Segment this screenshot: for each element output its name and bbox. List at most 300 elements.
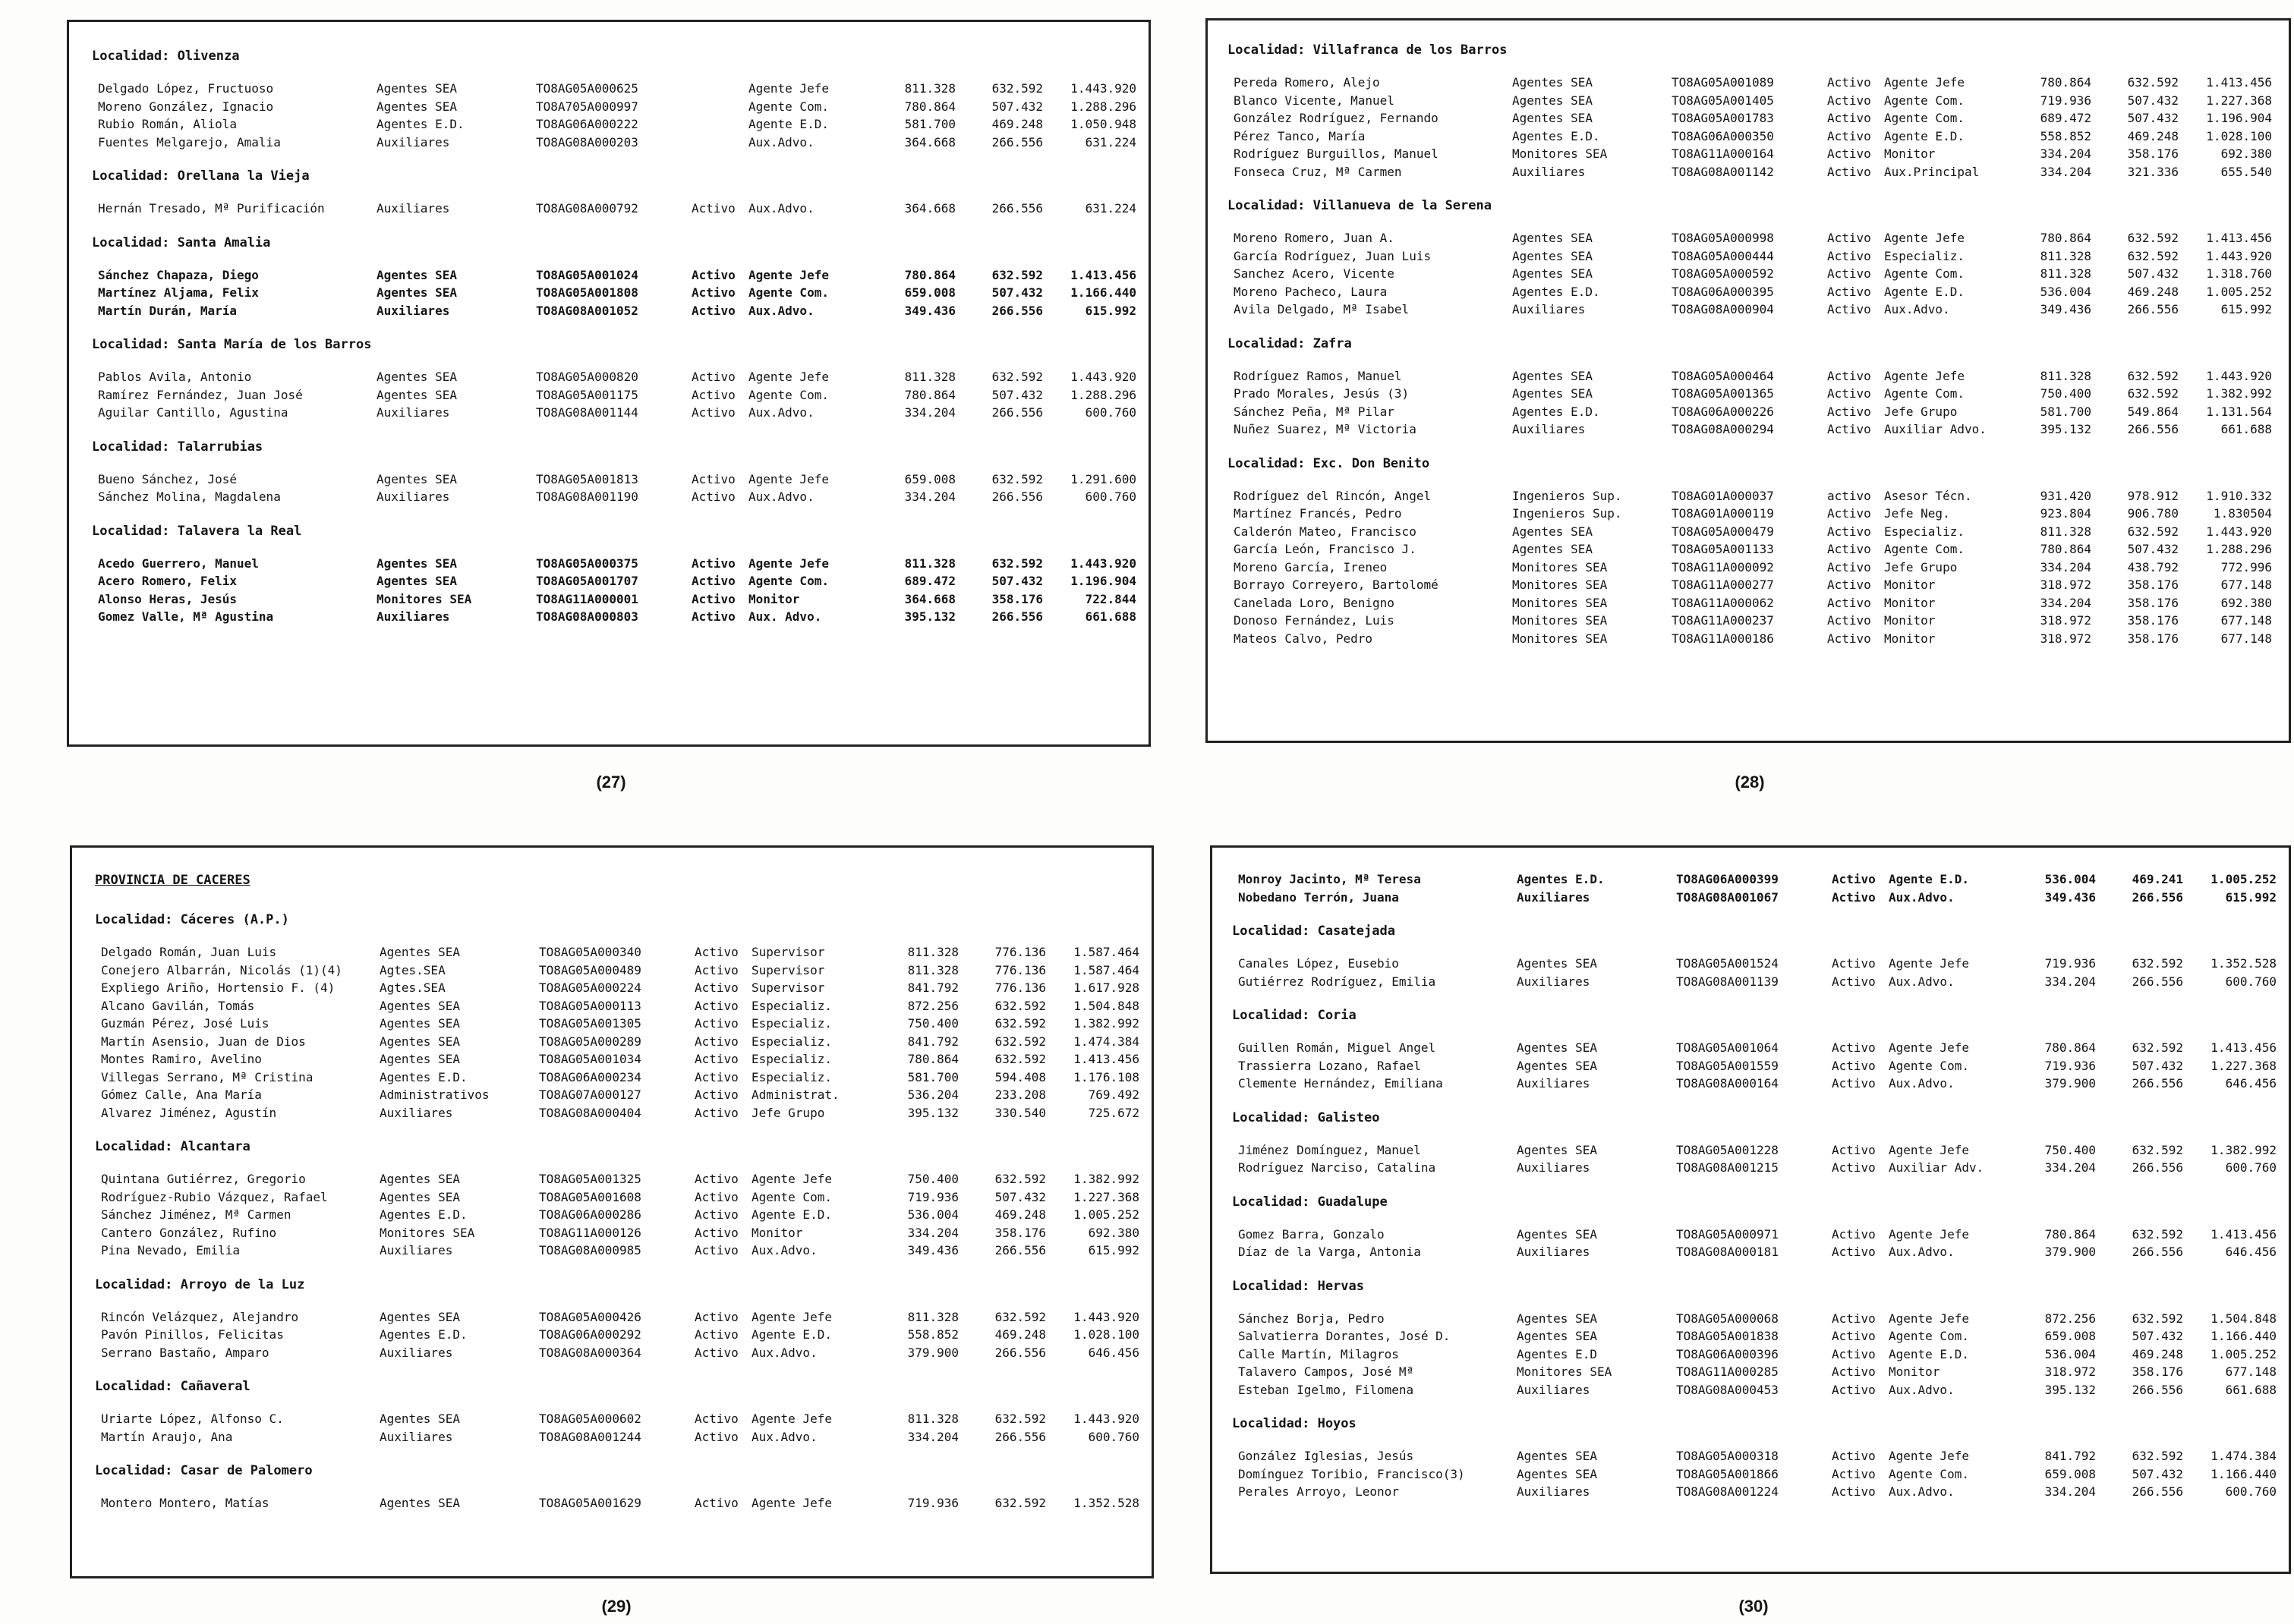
cell-total: 646.456: [1088, 1345, 1139, 1360]
cell-salary-a: 536.004: [2044, 872, 2096, 886]
cell-code: TO8AG05A000489: [539, 962, 641, 977]
cell-name: Ramírez Fernández, Juan José: [98, 387, 303, 402]
cell-post: Jefe Grupo: [1884, 404, 1958, 419]
cell-code: TO8AG05A000318: [1676, 1449, 1779, 1463]
cell-salary-a: 395.132: [2040, 422, 2091, 436]
cell-salary-a: 780.864: [2040, 231, 2091, 245]
locality-section: [1224, 1188, 2277, 1261]
cell-post: Aux.Advo.: [1889, 974, 1955, 989]
cell-status: Activo: [1832, 1329, 1876, 1343]
cell-salary-a: 334.204: [2044, 1160, 2096, 1175]
staff-row: [1220, 265, 2277, 283]
cell-code: TO8AG06A000234: [539, 1069, 641, 1084]
cell-status: Activo: [695, 1189, 739, 1204]
locality-heading: Localidad: Talavera la Real: [92, 523, 302, 539]
cell-status: Activo: [695, 1207, 739, 1222]
cell-salary-a: 334.204: [2044, 974, 2096, 989]
cell-salary-a: 780.864: [2044, 1226, 2096, 1242]
staff-row: [84, 471, 1136, 489]
staff-row: [1220, 594, 2277, 612]
cell-salary-a: 318.972: [2044, 1364, 2096, 1379]
cell-total: 692.380: [1088, 1225, 1139, 1240]
cell-salary-a: 719.936: [907, 1189, 959, 1204]
cell-salary-a: 395.132: [907, 1105, 959, 1120]
cell-status: Activo: [695, 1327, 739, 1342]
locality-heading: Localidad: Villanueva de la Serena: [1227, 198, 1492, 213]
cell-total: 1.176.108: [1073, 1069, 1139, 1084]
cell-body: Agentes SEA: [380, 1412, 460, 1426]
cell-status: Activo: [1827, 146, 1871, 161]
staff-row: [87, 1224, 1139, 1242]
cell-post: Especializ.: [752, 1069, 832, 1084]
cell-salary-a: 334.204: [2040, 595, 2091, 610]
cell-code: TO8AG05A000592: [1672, 266, 1774, 281]
staff-row: [1220, 630, 2277, 648]
cell-post: Agente Jefe: [1884, 368, 1965, 383]
cell-post: Agente Jefe: [748, 267, 829, 282]
locality-section: [84, 330, 1136, 422]
cell-name: Gomez Valle, Mª Agustina: [98, 609, 274, 624]
cell-body: Agentes SEA: [1517, 956, 1597, 971]
cell-total: 1.830504: [2213, 506, 2272, 521]
cell-salary-b: 358.176: [2127, 146, 2179, 161]
cell-status: Activo: [695, 998, 739, 1013]
cell-salary-a: 379.900: [2044, 1245, 2096, 1259]
cell-status: Activo: [1827, 506, 1871, 521]
cell-post: Agente Com.: [1889, 1466, 1969, 1481]
locality-section: [84, 517, 1136, 626]
cell-code: TO8AG11A000277: [1672, 578, 1774, 592]
staff-row: [87, 1069, 1139, 1087]
cell-body: Agentes SEA: [380, 1496, 460, 1510]
cell-salary-a: 536.004: [2040, 284, 2091, 299]
staff-row: [1224, 1075, 2277, 1093]
cell-code: TO8AG05A001305: [539, 1016, 641, 1031]
cell-body: Auxiliares: [1512, 302, 1586, 316]
cell-post: Supervisor: [752, 962, 825, 977]
cell-salary-a: 364.668: [904, 201, 956, 216]
staff-row: [1224, 1447, 2277, 1465]
staff-row: [1224, 1057, 2277, 1075]
staff-row: [1220, 505, 2277, 523]
cell-salary-a: 811.328: [907, 945, 959, 959]
staff-row: [87, 1206, 1139, 1224]
cell-salary-b: 632.592: [2127, 75, 2179, 90]
staff-list: [1220, 229, 2277, 319]
staff-row: [1220, 301, 2277, 319]
cell-name: Calderón Mateo, Francisco: [1234, 524, 1416, 539]
cell-post: Agente E.D.: [748, 117, 829, 131]
cell-status: Activo: [692, 471, 736, 486]
cell-status: Activo: [1827, 111, 1871, 125]
cell-name: Nobedano Terrón, Juana: [1238, 889, 1399, 905]
staff-row: [1220, 420, 2277, 439]
cell-name: Sánchez Molina, Magdalena: [98, 489, 281, 504]
cell-post: Agente Jefe: [752, 1496, 832, 1510]
cell-salary-b: 266.556: [994, 1243, 1046, 1257]
cell-name: Pérez Tanco, María: [1234, 128, 1366, 143]
cell-post: Agente Com.: [748, 285, 829, 300]
cell-code: TO8AG08A000294: [1672, 422, 1774, 436]
cell-name: Alonso Heras, Jesús: [98, 591, 238, 606]
cell-name: Sanchez Acero, Vicente: [1234, 266, 1394, 281]
cell-post: Agente E.D.: [1889, 1346, 1969, 1361]
cell-post: Agente Jefe: [1889, 956, 1969, 971]
cell-total: 1.227.368: [2206, 93, 2272, 108]
cell-body: Agentes SEA: [377, 555, 457, 571]
cell-total: 1.288.296: [1070, 387, 1136, 402]
cell-post: Agente Jefe: [748, 370, 829, 384]
staff-row: [84, 98, 1136, 116]
cell-post: Agente Jefe: [752, 1412, 832, 1426]
cell-code: TO8AG05A000444: [1672, 248, 1774, 263]
cell-salary-b: 507.432: [2132, 1058, 2183, 1073]
cell-salary-b: 266.556: [2127, 422, 2179, 436]
cell-name: Canales López, Eusebio: [1238, 956, 1399, 971]
cell-status: Activo: [695, 962, 739, 977]
cell-salary-a: 872.256: [907, 998, 959, 1013]
cell-name: Guzmán Pérez, José Luis: [101, 1016, 269, 1031]
cell-salary-b: 632.592: [2132, 1040, 2183, 1055]
cell-total: 1.910.332: [2206, 488, 2272, 503]
cell-status: Activo: [695, 1243, 739, 1257]
locality-heading: Localidad: Casar de Palomero: [95, 1463, 313, 1478]
cell-salary-b: 632.592: [2132, 956, 2183, 971]
cell-salary-b: 978.912: [2127, 488, 2179, 503]
cell-code: TO8AG05A000113: [539, 998, 641, 1013]
cell-status: Activo: [1827, 93, 1871, 108]
cell-salary-b: 469.248: [2132, 1346, 2183, 1361]
cell-code: TO8AG11A000285: [1676, 1364, 1779, 1379]
cell-salary-b: 632.592: [2132, 1449, 2183, 1463]
cell-salary-a: 872.256: [2044, 1311, 2096, 1326]
cell-post: Aux.Advo.: [748, 201, 815, 216]
locality-section: [1224, 1272, 2277, 1399]
cell-body: Monitores SEA: [380, 1225, 475, 1240]
cell-body: Agentes SEA: [1517, 1311, 1597, 1326]
locality-section: [87, 1132, 1139, 1260]
cell-name: Pavón Pinillos, Felicitas: [101, 1327, 284, 1342]
locality-heading: Localidad: Olivenza: [92, 49, 240, 64]
cell-code: TO8AG05A000224: [539, 980, 641, 995]
cell-name: Rincón Velázquez, Alejandro: [101, 1309, 299, 1324]
staff-row: [84, 386, 1136, 404]
cell-post: Especializ.: [1884, 248, 1965, 263]
cell-salary-a: 581.700: [2040, 404, 2091, 419]
cell-post: Agente E.D.: [1889, 872, 1969, 886]
cell-post: Administrat.: [752, 1087, 840, 1102]
cell-name: Gómez Calle, Ana María: [101, 1087, 262, 1102]
cell-total: 1.413.456: [2210, 1040, 2277, 1055]
cell-post: Agente Com.: [1884, 93, 1965, 108]
cell-name: Martín Asensio, Juan de Dios: [101, 1034, 306, 1049]
cell-salary-a: 811.328: [2040, 248, 2091, 263]
cell-salary-b: 438.792: [2127, 559, 2179, 574]
cell-salary-a: 395.132: [904, 609, 956, 624]
page-number-27: (27): [596, 773, 626, 792]
staff-row: [84, 115, 1136, 134]
cell-post: Monitor: [1884, 146, 1936, 161]
cell-body: Agentes SEA: [1517, 1058, 1597, 1073]
cell-body: Monitores SEA: [1512, 613, 1608, 628]
cell-total: 600.760: [1085, 489, 1136, 504]
cell-status: Activo: [1827, 128, 1871, 143]
cell-post: Monitor: [1884, 578, 1936, 592]
cell-code: TO8AG05A001707: [536, 574, 638, 588]
cell-code: TO8AG08A000803: [536, 609, 638, 624]
cell-code: TO8AG05A001838: [1676, 1329, 1779, 1343]
cell-post: Especializ.: [752, 998, 832, 1013]
cell-status: Activo: [1827, 631, 1871, 646]
staff-row: [1224, 1141, 2277, 1160]
cell-status: Activo: [692, 303, 736, 318]
cell-salary-a: 780.864: [904, 387, 956, 402]
cell-body: Agentes SEA: [377, 370, 457, 384]
cell-code: TO8AG05A001325: [539, 1172, 641, 1186]
cell-status: Activo: [1832, 1058, 1876, 1073]
staff-list: [1224, 1039, 2277, 1093]
cell-salary-a: 841.792: [907, 980, 959, 995]
cell-code: TO8AG06A000395: [1672, 284, 1774, 299]
cell-salary-b: 330.540: [994, 1105, 1046, 1120]
cell-name: Martín Durán, María: [98, 303, 238, 318]
cell-code: TO8AG08A001215: [1676, 1160, 1779, 1175]
cell-name: Serrano Bastaño, Amparo: [101, 1345, 269, 1360]
cell-name: Martínez Francés, Pedro: [1234, 506, 1402, 521]
staff-list: [1220, 74, 2277, 181]
cell-code: TO8AG05A001034: [539, 1052, 641, 1066]
locality-heading: Localidad: Santa María de los Barros: [92, 337, 372, 352]
cell-salary-b: 266.556: [2132, 1382, 2183, 1397]
cell-salary-b: 266.556: [991, 201, 1043, 216]
cell-total: 600.760: [2225, 1160, 2277, 1175]
cell-total: 1.504.848: [1073, 998, 1139, 1013]
cell-code: TO8AG05A000375: [536, 555, 638, 571]
cell-salary-b: 358.176: [2132, 1364, 2183, 1379]
cell-status: Activo: [1832, 1382, 1876, 1397]
cell-body: Monitores SEA: [1512, 578, 1608, 592]
cell-post: Aux.Advo.: [748, 303, 815, 318]
cell-body: Auxiliares: [380, 1429, 453, 1444]
staff-row: [84, 80, 1136, 98]
cell-post: Agente Com.: [748, 574, 829, 588]
cell-total: 677.148: [2220, 613, 2272, 628]
cell-body: Agentes SEA: [377, 387, 457, 402]
staff-row: [1220, 247, 2277, 266]
cell-code: TO8AG05A000289: [539, 1034, 641, 1049]
cell-salary-b: 507.432: [2127, 93, 2179, 108]
cell-name: Trassierra Lozano, Rafael: [1238, 1058, 1421, 1073]
cell-name: Bueno Sánchez, José: [98, 471, 238, 486]
cell-salary-a: 334.204: [907, 1225, 959, 1240]
cell-status: Activo: [1832, 1484, 1876, 1499]
locality-section: [1220, 329, 2277, 439]
cell-salary-b: 507.432: [991, 387, 1043, 402]
cell-total: 1.587.464: [1073, 945, 1139, 959]
cell-name: Alcano Gavilán, Tomás: [101, 998, 255, 1013]
cell-status: Activo: [692, 201, 736, 216]
cell-body: Auxiliares: [1512, 164, 1586, 179]
staff-list: [1220, 487, 2277, 648]
cell-code: TO8AG05A000625: [536, 81, 638, 96]
locality-heading: Localidad: Zafra: [1227, 335, 1352, 351]
cell-post: Agente E.D.: [752, 1207, 832, 1222]
cell-code: TO8AG05A001866: [1676, 1466, 1779, 1481]
cell-code: TO8AG05A001608: [539, 1189, 641, 1204]
page-27-panel: [67, 20, 1151, 747]
staff-row: [1220, 92, 2277, 110]
cell-total: 769.492: [1088, 1087, 1139, 1102]
cell-name: Delgado Román, Juan Luis: [101, 945, 277, 959]
cell-salary-b: 906.780: [2127, 506, 2179, 521]
cell-total: 1.005.252: [2206, 284, 2272, 299]
cell-name: García León, Francisco J.: [1234, 542, 1416, 556]
locality-heading: Localidad: Exc. Don Benito: [1227, 455, 1430, 471]
cell-salary-b: 469.248: [2127, 284, 2179, 299]
cell-post: Aux.Advo.: [752, 1243, 818, 1257]
staff-row: [1220, 385, 2277, 403]
cell-name: Pereda Romero, Alejo: [1234, 75, 1380, 90]
cell-status: Activo: [1827, 559, 1871, 574]
cell-salary-b: 469.241: [2132, 872, 2183, 886]
locality-heading: Localidad: Hervas: [1232, 1278, 1364, 1294]
staff-row: [1220, 367, 2277, 386]
cell-body: Agentes SEA: [1512, 248, 1593, 263]
page-29-panel: [70, 845, 1154, 1578]
cell-name: Blanco Vicente, Manuel: [1234, 93, 1394, 108]
locality-section: [87, 1372, 1139, 1446]
cell-code: TO8AG11A000092: [1672, 559, 1774, 574]
cell-code: TO8AG08A001142: [1672, 164, 1774, 179]
cell-salary-b: 594.408: [994, 1069, 1046, 1084]
cell-post: Agente Com.: [1884, 386, 1965, 401]
staff-row: [1220, 145, 2277, 163]
locality-section: [87, 905, 1139, 1122]
cell-name: González Iglesias, Jesús: [1238, 1449, 1414, 1463]
cell-salary-a: 318.972: [2040, 578, 2091, 592]
cell-total: 1.352.528: [1073, 1496, 1139, 1510]
cell-salary-b: 358.176: [2127, 631, 2179, 646]
staff-row: [87, 1015, 1139, 1033]
cell-name: Hernán Tresado, Mª Purificación: [98, 201, 325, 216]
cell-status: Activo: [1827, 164, 1871, 179]
cell-body: Auxiliares: [380, 1345, 453, 1360]
cell-salary-b: 632.592: [2127, 248, 2179, 263]
cell-body: Agentes SEA: [1517, 1466, 1597, 1481]
cell-name: Monroy Jacinto, Mª Teresa: [1238, 872, 1421, 886]
cell-total: 1.474.384: [1073, 1034, 1139, 1049]
cell-name: Borrayo Correyero, Bartolomé: [1234, 578, 1438, 592]
cell-post: Aux.Advo.: [752, 1429, 818, 1444]
cell-salary-a: 841.792: [2044, 1449, 2096, 1463]
cell-code: TO8AG11A000126: [539, 1225, 641, 1240]
cell-body: Agentes SEA: [1512, 542, 1593, 556]
cell-post: Agente Jefe: [1889, 1449, 1969, 1463]
cell-total: 631.224: [1085, 201, 1136, 216]
cell-code: TO8AG08A000453: [1676, 1382, 1779, 1397]
cell-status: Activo: [1832, 1311, 1876, 1326]
staff-row: [84, 368, 1136, 386]
cell-status: Activo: [1832, 1040, 1876, 1055]
cell-status: Activo: [692, 267, 736, 282]
cell-name: Sánchez Peña, Mª Pilar: [1234, 404, 1394, 419]
cell-status: Activo: [1832, 1466, 1876, 1481]
cell-salary-a: 379.900: [2044, 1076, 2096, 1091]
cell-salary-b: 507.432: [991, 285, 1043, 300]
cell-post: Monitor: [1884, 595, 1936, 610]
cell-total: 1.504.848: [2210, 1311, 2277, 1326]
cell-code: TO8AG06A000222: [536, 117, 638, 131]
cell-name: Alvarez Jiménez, Agustín: [101, 1105, 277, 1120]
cell-body: Agentes SEA: [1517, 1329, 1597, 1343]
cell-body: Monitores SEA: [377, 591, 472, 606]
page-number-28: (28): [1735, 773, 1765, 792]
cell-body: Auxiliares: [377, 489, 450, 504]
cell-name: Cantero González, Rufino: [101, 1225, 277, 1240]
cell-code: TO8AG05A000998: [1672, 231, 1774, 245]
cell-code: TO8AG08A000404: [539, 1105, 641, 1120]
cell-status: Activo: [695, 1429, 739, 1444]
cell-body: Agentes SEA: [380, 998, 460, 1013]
cell-body: Agentes SEA: [380, 1052, 460, 1066]
cell-code: TO8AG05A001365: [1672, 386, 1774, 401]
cell-total: 615.992: [2225, 889, 2277, 905]
staff-row: [84, 302, 1136, 320]
cell-total: 1.288.296: [2206, 542, 2272, 556]
staff-row: [1224, 1039, 2277, 1057]
cell-body: Agentes E.D: [1517, 1346, 1597, 1361]
cell-total: 1.443.920: [2206, 368, 2272, 383]
staff-row: [1220, 283, 2277, 301]
cell-post: Agente Jefe: [748, 555, 829, 571]
cell-name: Acero Romero, Felix: [98, 574, 238, 588]
cell-name: González Rodríguez, Fernando: [1234, 111, 1438, 125]
cell-post: Especializ.: [1884, 524, 1965, 539]
cell-status: Activo: [695, 1069, 739, 1084]
cell-status: Activo: [695, 1105, 739, 1120]
cell-salary-a: 364.668: [904, 591, 956, 606]
cell-name: Rodríguez del Rincón, Angel: [1234, 488, 1432, 503]
cell-total: 1.443.920: [2206, 248, 2272, 263]
cell-name: Avila Delgado, Mª Isabel: [1234, 302, 1410, 316]
cell-post: Especializ.: [752, 1016, 832, 1031]
cell-code: TO8AG08A000164: [1676, 1076, 1779, 1091]
staff-row: [84, 200, 1136, 218]
cell-post: Jefe Grupo: [752, 1105, 825, 1120]
cell-total: 1.443.920: [1073, 1412, 1139, 1426]
cell-salary-b: 632.592: [994, 1052, 1046, 1066]
locality-heading: Localidad: Arroyo de la Luz: [95, 1276, 305, 1292]
cell-status: Activo: [692, 285, 736, 300]
cell-name: Jiménez Domínguez, Manuel: [1238, 1142, 1421, 1157]
cell-status: Activo: [695, 980, 739, 995]
cell-body: Agentes SEA: [380, 1016, 460, 1031]
cell-body: Agentes SEA: [377, 471, 457, 486]
cell-code: TO8AG11A000062: [1672, 595, 1774, 610]
cell-code: TO8AG05A001813: [536, 471, 638, 486]
cell-name: Pablos Avila, Antonio: [98, 370, 252, 384]
cell-code: TO8AG05A001629: [539, 1496, 641, 1510]
locality-heading: Localidad: Santa Amalia: [92, 234, 271, 250]
cell-name: Acedo Guerrero, Manuel: [98, 555, 259, 571]
cell-total: 722.844: [1085, 591, 1136, 606]
cell-salary-a: 811.328: [2040, 524, 2091, 539]
cell-post: Agente Jefe: [752, 1309, 832, 1324]
cell-status: Activo: [1827, 248, 1871, 263]
cell-body: Monitores SEA: [1512, 559, 1608, 574]
cell-status: Activo: [1827, 302, 1871, 316]
locality-section: [1220, 191, 2277, 319]
